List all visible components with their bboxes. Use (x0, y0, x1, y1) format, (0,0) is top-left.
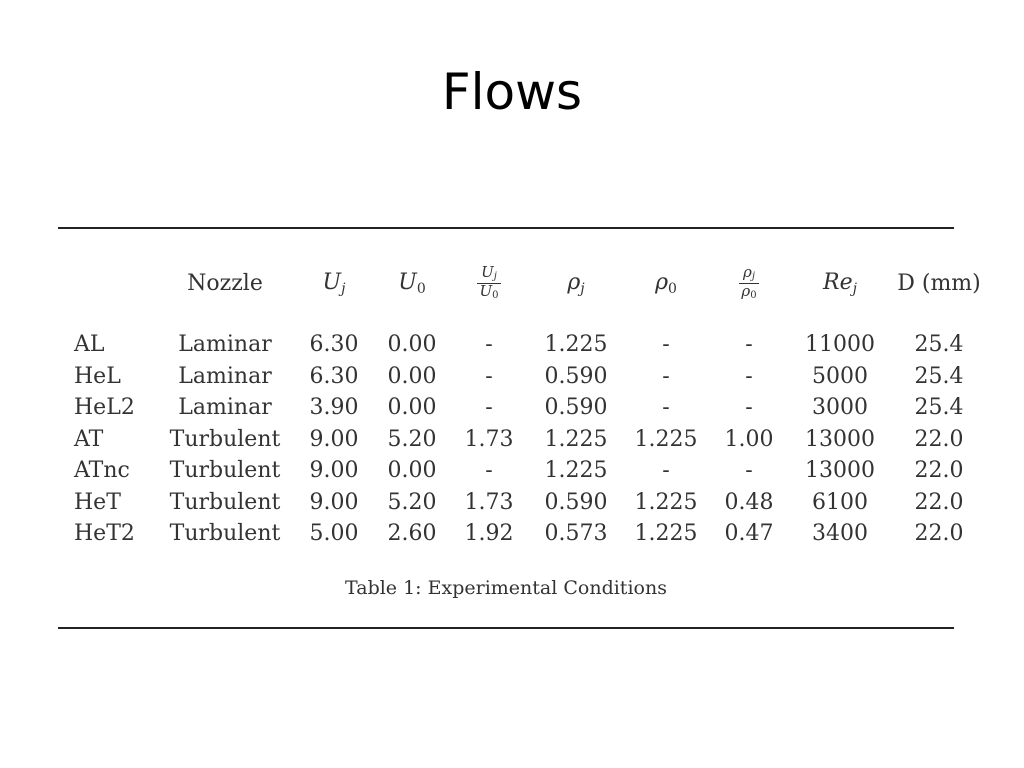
cell-name: ATnc (74, 458, 130, 483)
table-row (60, 361, 990, 393)
header-rhoj: $\rho_j$ (567, 269, 585, 297)
cell-name: AL (74, 332, 105, 357)
cell-uju0: 1.73 (464, 426, 514, 452)
cell-uju0: - (485, 332, 493, 357)
cell-rej: 13000 (805, 426, 875, 452)
cell-name: HeT2 (74, 521, 135, 546)
cell-rhoj: 0.590 (544, 363, 608, 389)
cell-rhoj: 0.590 (544, 489, 608, 515)
cell-rhoj: 1.225 (544, 426, 608, 452)
cell-nozzle: Turbulent (169, 458, 281, 483)
header-rhoj-over-rho0: $\frac{\rho_j}{\rho_0}$ (741, 263, 757, 301)
header-d: D (mm) (897, 270, 981, 296)
cell-uju0: - (485, 363, 493, 389)
cell-rho0: - (662, 458, 670, 483)
header-uj-over-u0: $\frac{U_j}{U_0}$ (479, 263, 499, 301)
cell-u0: 0.00 (387, 332, 437, 357)
header-nozzle: Nozzle (187, 270, 263, 296)
cell-rej: 6100 (812, 489, 868, 515)
cell-rhojrho0: 0.48 (724, 489, 774, 515)
cell-rej: 3000 (812, 395, 868, 420)
cell-nozzle: Turbulent (169, 426, 281, 452)
cell-nozzle: Laminar (178, 395, 272, 420)
cell-d: 22.0 (914, 489, 964, 515)
cell-rhoj: 1.225 (544, 332, 608, 357)
header-uj: $U_j$ (322, 269, 346, 297)
cell-rhojrho0: - (745, 363, 753, 389)
cell-rhojrho0: - (745, 395, 753, 420)
cell-name: HeL (74, 363, 121, 389)
cell-rej: 11000 (805, 332, 875, 357)
cell-rhojrho0: - (745, 332, 753, 357)
cell-uj: 6.30 (309, 363, 359, 389)
cell-rho0: 1.225 (634, 426, 698, 452)
cell-u0: 5.20 (387, 426, 437, 452)
cell-rej: 5000 (812, 363, 868, 389)
header-rho0: $\rho_0$ (655, 269, 677, 297)
cell-name: HeT (74, 489, 121, 515)
table-header-row (60, 255, 990, 311)
cell-d: 22.0 (914, 426, 964, 452)
cell-rho0: 1.225 (634, 489, 698, 515)
table-body (60, 311, 990, 550)
table-row (60, 392, 990, 424)
top-rule (58, 227, 954, 229)
cell-d: 25.4 (914, 363, 964, 389)
cell-rhoj: 1.225 (544, 458, 608, 483)
table-row (60, 518, 990, 550)
cell-rho0: - (662, 363, 670, 389)
cell-uju0: - (485, 458, 493, 483)
cell-nozzle: Turbulent (169, 521, 281, 546)
cell-nozzle: Laminar (178, 363, 272, 389)
cell-name: AT (74, 426, 104, 452)
slide-title: Flows (441, 63, 583, 121)
header-rej: $Re_j$ (823, 269, 857, 297)
cell-uju0: 1.92 (464, 521, 514, 546)
cell-d: 22.0 (914, 458, 964, 483)
cell-rhojrho0: - (745, 458, 753, 483)
cell-rej: 3400 (812, 521, 868, 546)
cell-name: HeL2 (74, 395, 135, 420)
cell-uj: 9.00 (309, 458, 359, 483)
cell-rhoj: 0.590 (544, 395, 608, 420)
cell-d: 22.0 (914, 521, 964, 546)
cell-nozzle: Laminar (178, 332, 272, 357)
cell-u0: 2.60 (387, 521, 437, 546)
cell-rhojrho0: 0.47 (724, 521, 774, 546)
cell-uj: 9.00 (309, 426, 359, 452)
cell-u0: 0.00 (387, 363, 437, 389)
cell-rho0: 1.225 (634, 521, 698, 546)
cell-u0: 0.00 (387, 395, 437, 420)
table-row (60, 487, 990, 519)
table-row (60, 455, 990, 487)
cell-uju0: 1.73 (464, 489, 514, 515)
cell-rhojrho0: 1.00 (724, 426, 774, 452)
cell-uj: 5.00 (309, 521, 359, 546)
experimental-conditions-table (60, 255, 990, 550)
bottom-rule (58, 627, 954, 629)
cell-d: 25.4 (914, 395, 964, 420)
cell-rho0: - (662, 332, 670, 357)
cell-rho0: - (662, 395, 670, 420)
table-caption: Table 1: Experimental Conditions (345, 577, 667, 599)
header-name (60, 255, 154, 311)
cell-uj: 6.30 (309, 332, 359, 357)
cell-nozzle: Turbulent (169, 489, 281, 515)
cell-uj: 9.00 (309, 489, 359, 515)
table-row (60, 329, 990, 361)
header-u0: $U_0$ (398, 269, 426, 297)
cell-uju0: - (485, 395, 493, 420)
cell-u0: 5.20 (387, 489, 437, 515)
cell-rhoj: 0.573 (544, 521, 608, 546)
cell-rej: 13000 (805, 458, 875, 483)
cell-d: 25.4 (914, 332, 964, 357)
cell-uj: 3.90 (309, 395, 359, 420)
cell-u0: 0.00 (387, 458, 437, 483)
table-row (60, 424, 990, 456)
